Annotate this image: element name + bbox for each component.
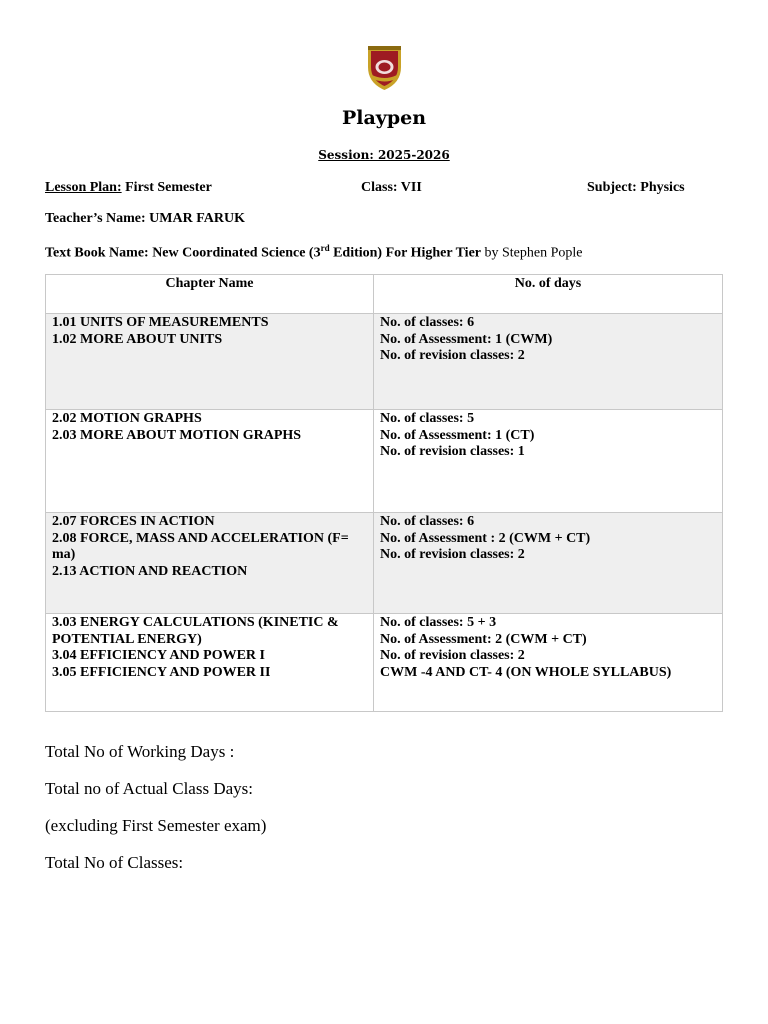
class-label: Class: VII: [361, 180, 422, 195]
lesson-plan-value: First Semester: [125, 180, 212, 195]
textbook-line: [45, 243, 583, 262]
days-line: No. of revision classes: 2: [380, 648, 525, 663]
chapter-line: 2.07 FORCES IN ACTION: [52, 514, 215, 529]
days-cell: [374, 614, 723, 712]
days-cell: [374, 410, 723, 513]
days-cell: [374, 314, 723, 410]
teacher-name: Teacher’s Name: UMAR FARUK: [45, 211, 245, 226]
chapter-line: 2.02 MOTION GRAPHS: [52, 411, 202, 426]
lesson-plan-line: [45, 180, 212, 196]
days-line: No. of Assessment : 2 (CWM + CT): [380, 530, 591, 546]
days-line: No. of Assessment: 2 (CWM + CT): [380, 631, 587, 647]
chapter-cell: [46, 410, 374, 513]
lesson-plan-table: [45, 274, 723, 712]
table-row: [46, 614, 723, 712]
chapter-cell: [46, 513, 374, 614]
chapter-line: 2.08 FORCE, MASS AND ACCELERATION (F= ma): [52, 530, 349, 562]
textbook-suffix: Edition) For Higher Tier: [329, 245, 481, 261]
school-crest-logo: [366, 45, 403, 91]
textbook-prefix: Text Book Name: New Coordinated Science (3: [45, 245, 321, 261]
total-classes: Total No of Classes:: [45, 853, 184, 872]
excluding-exam-note: (excluding First Semester exam): [45, 816, 267, 835]
chapter-line: 1.02 MORE ABOUT UNITS: [52, 331, 223, 347]
days-line: No. of revision classes: 2: [380, 547, 525, 562]
table-row: [46, 314, 723, 410]
subject-label: Subject: Physics: [587, 180, 685, 195]
table-row: [46, 410, 723, 513]
chapter-line: 3.04 EFFICIENCY AND POWER I: [52, 648, 265, 663]
header-no-of-days: No. of days: [374, 275, 723, 314]
chapter-line: 1.01 UNITS OF MEASUREMENTS: [52, 315, 269, 330]
days-line: No. of classes: 6: [380, 514, 475, 529]
session-heading: Session: 2025-2026: [318, 148, 450, 162]
table-header-row: [46, 275, 723, 314]
header-chapter-name: Chapter Name: [46, 275, 374, 314]
chapter-cell: [46, 314, 374, 410]
total-actual-class-days: Total no of Actual Class Days:: [45, 779, 253, 798]
chapter-line: 2.03 MORE ABOUT MOTION GRAPHS: [52, 427, 302, 443]
chapter-line: 3.05 EFFICIENCY AND POWER II: [52, 664, 271, 680]
chapter-cell: [46, 614, 374, 712]
days-line: No. of Assessment: 1 (CT): [380, 427, 535, 443]
days-line: No. of classes: 6: [380, 315, 475, 330]
days-line: No. of revision classes: 2: [380, 348, 525, 363]
lesson-plan-label: Lesson Plan:: [45, 180, 122, 195]
school-name-title: Playpen: [341, 107, 427, 129]
days-line: CWM -4 AND CT- 4 (ON WHOLE SYLLABUS): [380, 664, 672, 680]
textbook-author: by Stephen Pople: [481, 245, 583, 261]
table-row: [46, 513, 723, 614]
days-line: No. of classes: 5 + 3: [380, 615, 497, 630]
chapter-line: 3.03 ENERGY CALCULATIONS (KINETIC & POTENTIAL ENERGY): [52, 615, 339, 647]
days-line: No. of Assessment: 1 (CWM): [380, 331, 553, 347]
chapter-line: 2.13 ACTION AND REACTION: [52, 563, 248, 579]
days-line: No. of classes: 5: [380, 411, 475, 426]
days-cell: [374, 513, 723, 614]
total-working-days: Total No of Working Days :: [45, 742, 235, 761]
days-line: No. of revision classes: 1: [380, 444, 525, 459]
textbook-edition-sup: rd: [320, 243, 330, 253]
